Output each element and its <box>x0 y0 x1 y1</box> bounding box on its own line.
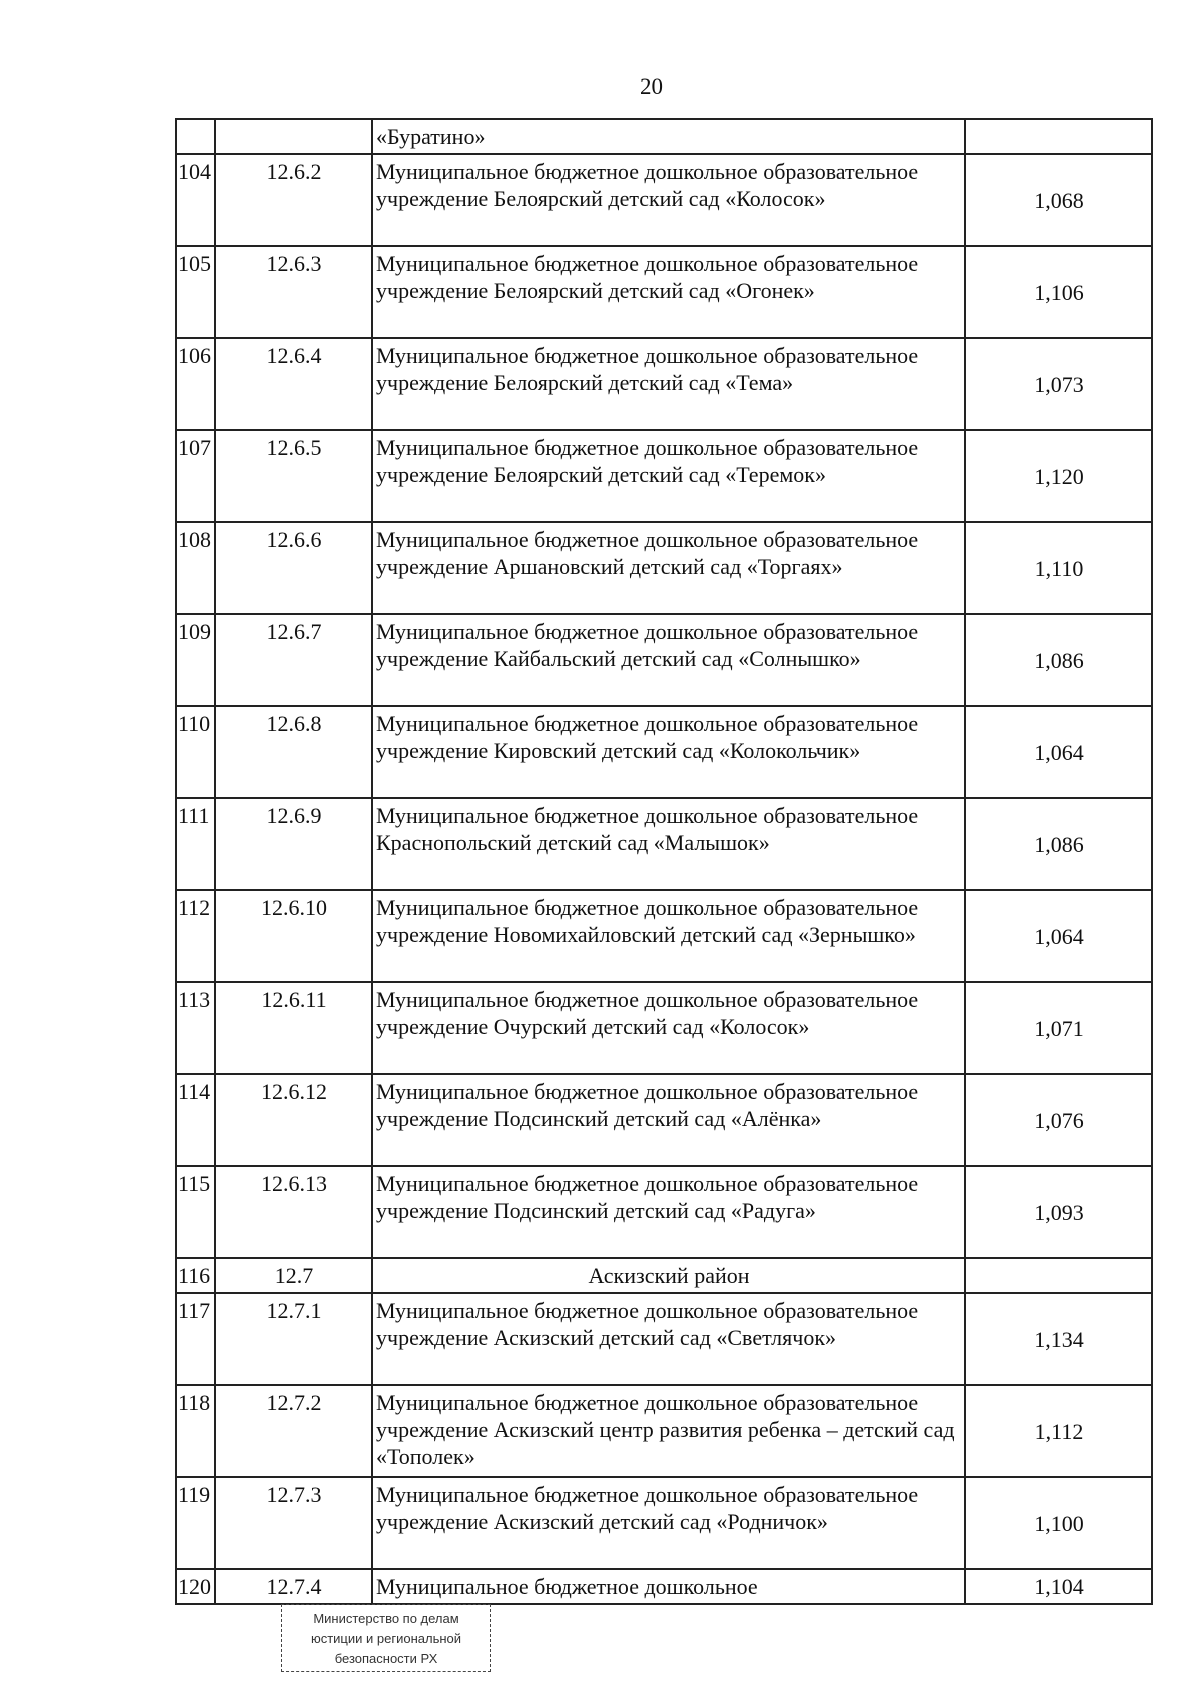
row-number <box>176 119 215 154</box>
institution-name: Муниципальное бюджетное дошкольное образовательное Краснопольский детский сад «Малышок» <box>372 798 965 890</box>
table-row <box>176 1074 1152 1166</box>
coefficient-value: 1,068 <box>965 154 1152 246</box>
institution-name: Муниципальное бюджетное дошкольное образовательное учреждение Белоярский детский сад «Теремок» <box>372 430 965 522</box>
row-code: 12.6.9 <box>215 798 372 890</box>
table-row <box>176 430 1152 522</box>
table-row <box>176 1293 1152 1385</box>
coefficient-value: 1,076 <box>965 1074 1152 1166</box>
institution-name: Муниципальное бюджетное дошкольное образовательное учреждение Аскизский детский сад «Родничок» <box>372 1477 965 1569</box>
table-row <box>176 1166 1152 1258</box>
coefficient-value: 1,134 <box>965 1293 1152 1385</box>
row-code: 12.6.8 <box>215 706 372 798</box>
table-row <box>176 338 1152 430</box>
row-code: 12.6.11 <box>215 982 372 1074</box>
row-number: 114 <box>176 1074 215 1166</box>
page-number: 20 <box>640 74 663 99</box>
row-code: 12.7.2 <box>215 1385 372 1477</box>
row-code: 12.7.4 <box>215 1569 372 1604</box>
coefficient-value: 1,112 <box>965 1385 1152 1477</box>
coefficient-value: 1,106 <box>965 246 1152 338</box>
coefficient-value <box>965 119 1152 154</box>
coefficient-value: 1,093 <box>965 1166 1152 1258</box>
coefficient-value: 1,064 <box>965 706 1152 798</box>
stamp-line: юстиции и региональной <box>310 1631 462 1646</box>
row-code: 12.6.2 <box>215 154 372 246</box>
stamp-line: безопасности РХ <box>334 1651 438 1666</box>
table-row <box>176 982 1152 1074</box>
table-row <box>176 1385 1152 1477</box>
row-code: 12.7.1 <box>215 1293 372 1385</box>
coefficient-value: 1,100 <box>965 1477 1152 1569</box>
coefficient-value: 1,104 <box>965 1569 1152 1604</box>
institution-name: Муниципальное бюджетное дошкольное образовательное учреждение Белоярский детский сад «Тема» <box>372 338 965 430</box>
row-code: 12.6.10 <box>215 890 372 982</box>
institution-name: Муниципальное бюджетное дошкольное <box>372 1569 965 1604</box>
row-number: 108 <box>176 522 215 614</box>
row-code: 12.6.5 <box>215 430 372 522</box>
coefficient-value: 1,071 <box>965 982 1152 1074</box>
table-row <box>176 246 1152 338</box>
row-number: 118 <box>176 1385 215 1477</box>
row-number: 110 <box>176 706 215 798</box>
row-code: 12.6.7 <box>215 614 372 706</box>
institution-name: Муниципальное бюджетное дошкольное образовательное учреждение Аскизский центр развития ребенка – детский сад «Тополек» <box>372 1385 965 1477</box>
institution-name: Муниципальное бюджетное дошкольное образовательное учреждение Аршановский детский сад «Торгаях» <box>372 522 965 614</box>
row-number: 111 <box>176 798 215 890</box>
row-number: 104 <box>176 154 215 246</box>
row-code: 12.7.3 <box>215 1477 372 1569</box>
institution-name: Муниципальное бюджетное дошкольное образовательное учреждение Кировский детский сад «Колокольчик» <box>372 706 965 798</box>
coefficient-value: 1,120 <box>965 430 1152 522</box>
institution-name: Муниципальное бюджетное дошкольное образовательное учреждение Белоярский детский сад «Колосок» <box>372 154 965 246</box>
row-number: 120 <box>176 1569 215 1604</box>
institution-name: Муниципальное бюджетное дошкольное образовательное учреждение Новомихайловский детский сад «Зернышко» <box>372 890 965 982</box>
institution-name: Муниципальное бюджетное дошкольное образовательное учреждение Подсинский детский сад «Алёнка» <box>372 1074 965 1166</box>
row-number: 107 <box>176 430 215 522</box>
table-row <box>176 1477 1152 1569</box>
institution-name: Муниципальное бюджетное дошкольное образовательное учреждение Белоярский детский сад «Огонек» <box>372 246 965 338</box>
table-row <box>176 1569 1152 1604</box>
table-row <box>176 614 1152 706</box>
institution-name: «Буратино» <box>372 119 965 154</box>
institution-name: Аскизский район <box>372 1258 965 1293</box>
registration-stamp <box>281 1604 491 1672</box>
institution-name: Муниципальное бюджетное дошкольное образовательное учреждение Кайбальский детский сад «Солнышко» <box>372 614 965 706</box>
coefficient-value <box>965 1258 1152 1293</box>
row-code: 12.6.3 <box>215 246 372 338</box>
institution-name: Муниципальное бюджетное дошкольное образовательное учреждение Очурский детский сад «Колосок» <box>372 982 965 1074</box>
row-number: 105 <box>176 246 215 338</box>
row-code: 12.7 <box>215 1258 372 1293</box>
coefficient-value: 1,073 <box>965 338 1152 430</box>
row-number: 113 <box>176 982 215 1074</box>
institution-name: Муниципальное бюджетное дошкольное образовательное учреждение Подсинский детский сад «Радуга» <box>372 1166 965 1258</box>
coefficient-value: 1,110 <box>965 522 1152 614</box>
table-row <box>176 798 1152 890</box>
coefficient-value: 1,086 <box>965 798 1152 890</box>
row-code: 12.6.13 <box>215 1166 372 1258</box>
table-row <box>176 890 1152 982</box>
row-number: 116 <box>176 1258 215 1293</box>
row-number: 119 <box>176 1477 215 1569</box>
row-number: 115 <box>176 1166 215 1258</box>
institutions-table <box>175 118 1153 1605</box>
coefficient-value: 1,064 <box>965 890 1152 982</box>
row-code: 12.6.4 <box>215 338 372 430</box>
table-row <box>176 522 1152 614</box>
row-code: 12.6.6 <box>215 522 372 614</box>
row-code <box>215 119 372 154</box>
row-number: 109 <box>176 614 215 706</box>
row-number: 112 <box>176 890 215 982</box>
table-row <box>176 119 1152 154</box>
coefficient-value: 1,086 <box>965 614 1152 706</box>
row-number: 117 <box>176 1293 215 1385</box>
institution-name: Муниципальное бюджетное дошкольное образовательное учреждение Аскизский детский сад «Светлячок» <box>372 1293 965 1385</box>
table-row <box>176 154 1152 246</box>
row-number: 106 <box>176 338 215 430</box>
stamp-line: Министерство по делам <box>313 1611 459 1626</box>
table-row <box>176 1258 1152 1293</box>
table-row <box>176 706 1152 798</box>
row-code: 12.6.12 <box>215 1074 372 1166</box>
